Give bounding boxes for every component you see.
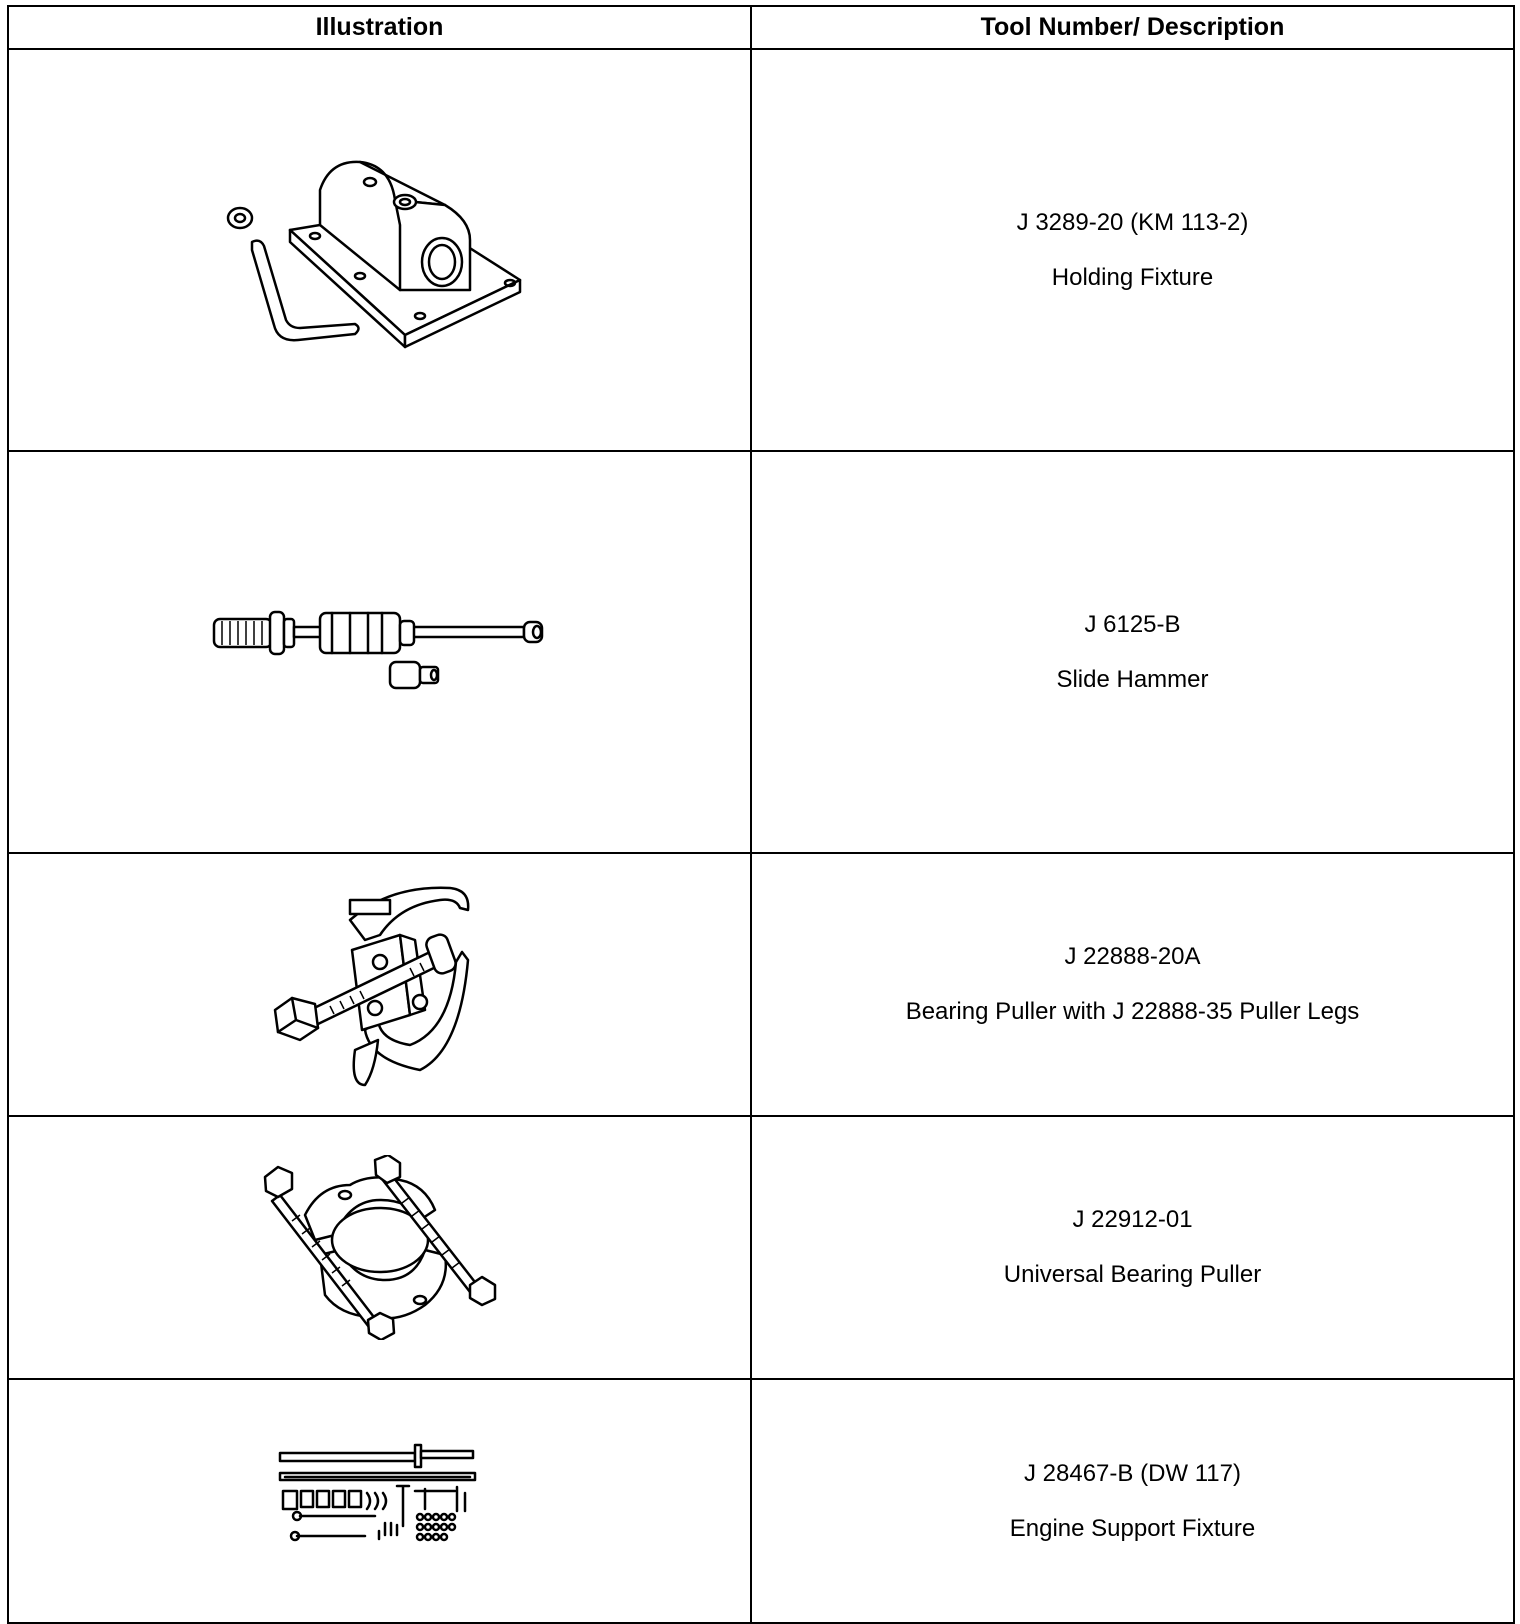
illustration-header: Illustration (8, 6, 751, 49)
table-header-row (8, 6, 1514, 49)
tool-name: Slide Hammer (1056, 665, 1209, 693)
table-row (8, 853, 1514, 1116)
illustration-cell (8, 49, 751, 451)
tool-name: Engine Support Fixture (1009, 1514, 1256, 1542)
tool-number: J 6125-B (1084, 610, 1181, 638)
universal-bearing-puller-icon (260, 1155, 500, 1340)
table-row (8, 1379, 1514, 1623)
slide-hammer-icon (210, 607, 550, 697)
tool-number: J 3289-20 (KM 113-2) (1016, 208, 1249, 236)
table-row (8, 451, 1514, 853)
tool-number: J 22912-01 (1072, 1206, 1193, 1233)
bearing-puller-icon (270, 880, 490, 1090)
tool-number: J 22888-20A (1064, 943, 1201, 970)
special-tools-table (7, 5, 1515, 1624)
tool-name: Holding Fixture (1051, 263, 1214, 291)
table-row (8, 1116, 1514, 1379)
illustration-cell (8, 451, 751, 853)
tool-number: J 28467-B (DW 117) (1024, 1459, 1241, 1487)
tool-name: Universal Bearing Puller (1003, 1261, 1262, 1288)
tool-description-cell (751, 1379, 1514, 1623)
tool-description-cell (751, 49, 1514, 451)
tool-description-header: Tool Number/ Description (751, 6, 1514, 49)
tool-name: Bearing Puller with J 22888-35 Puller Legs (905, 998, 1360, 1025)
illustration-cell (8, 853, 751, 1116)
tool-description-cell (751, 451, 1514, 853)
tool-description-cell (751, 1116, 1514, 1379)
engine-support-fixture-icon (275, 1441, 485, 1561)
illustration-cell (8, 1116, 751, 1379)
holding-fixture-icon (220, 150, 540, 350)
illustration-cell (8, 1379, 751, 1623)
table-row (8, 49, 1514, 451)
tool-description-cell (751, 853, 1514, 1116)
